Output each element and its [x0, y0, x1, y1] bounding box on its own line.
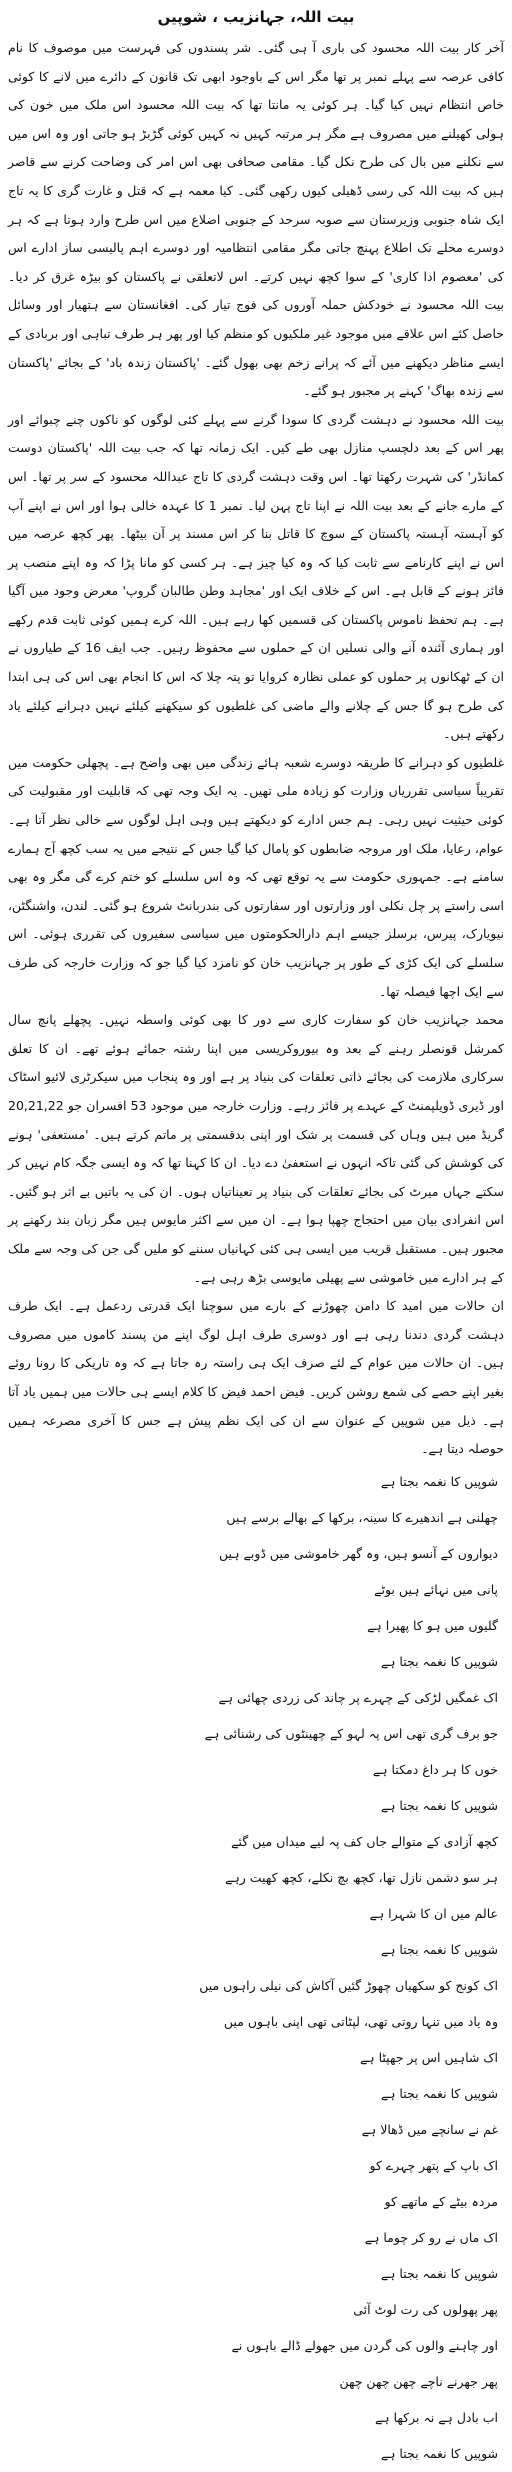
poem-line: اک ماں نے رو کر چوما ہے: [364, 2229, 498, 2245]
poem-line: شوپیں کا نغمہ بجتا ہے: [380, 2265, 498, 2281]
poem-line: خوں کا ہر داغ دمکتا ہے: [372, 1761, 498, 1777]
poem-line: اک کونج کو سکھیاں چھوڑ گئیں آکاش کی نیلی راہوں میں: [199, 1977, 498, 1993]
poem-line: دیواروں کے آنسو ہیں، وہ گھر خاموشی میں ڈوبے ہیں: [218, 1545, 498, 1561]
article-paragraph-2: بیت اللہ محسود نے دہشت گردی کا سودا گرنے سے پہلے کئی لوگوں کو ناکوں چنے چبوائے اور پھر اس کے بعد دلچسپ منازل بھی طے کیں۔ ایک زمانہ تھا کہ جب بیت اللہ 'پاکستان دوست کمانڈر' کی شہرت رکھتا تھا۔ اس وقت دہشت گردی کا تاج عبداللہ محسود کے سر پر تھا۔ اس کے مارے جانے کے بعد بیت اللہ نے اپنا تاج پہن لیا۔ نمبر 1 کا عہدہ خالی ہوا اور اس نے اپنے آپ کو آہستہ آہستہ پاکستان کے سوچ کا قاتل بنا کر اس مسند پر آن بیٹھا۔ پھر کچھ عرصہ میں اس نے اپنے کارنامے سے ثابت کیا کہ وہ کیا چیز ہے۔ ہر کسی کو مانا پڑا کہ وہ اپنے منصب پر فائز ہونے کے قابل ہے۔ اس کے خلاف ایک اور 'مجاہد وطن طالبان گروپ' معرض وجود میں آگیا ہے۔ ہم تحفظ ناموس پاکستان کی قسمیں کھا رہے ہیں۔ اللہ کرے ہمیں کوئی ثابت قدم رکھے اور ہماری آئندہ آنے والی نسلیں ان کے حملوں سے محفوظ رہیں۔ جب ایف 16 کے طیاروں نے ان کے ٹھکانوں پر حملوں کو عملی نظارہ کروایا تو پتہ چلا کہ اس کا انجام بھی اس کی ہی ابتدا کی طرح ہو گا جس کے چلانے والے ماضی کی غلطیوں کو سیکھنے کیلئے نہیں دہرانے کیلئے یاد رکھتے ہیں۔: [8, 411, 504, 742]
article-body: [8, 34, 504, 1464]
article-paragraph-1: آخر کار بیت اللہ محسود کی باری آ ہی گئی۔ شر پسندوں کی فہرست میں موصوف کا نام کافی عرصہ سے پہلے نمبر پر تھا مگر اس کے باوجود ابھی تک قانون کے دائرے میں لانے کا کوئی خاص انتظام نہیں کیا گیا۔ ہر کوئی یہ مانتا تھا کہ بیت اللہ محسود اس ملک میں خون کی ہولی کھیلنے میں مصروف ہے مگر ہر مرتبہ کہیں نہ کہیں کوئی گڑبڑ ہو جاتی اور وہ اس میں سے نکلنے میں بال کی طرح نکل گیا۔ مقامی صحافی بھی اس امر کی وضاحت کرنے سے قاصر ہیں کہ بیت اللہ کی رسی ڈھیلی کیوں رکھی گئی۔ کیا معمہ ہے کہ قتل و غارت گری کا یہ تاج ایک شاہ جنوبی وزیرستان سے صوبہ سرحد کے جنوبی اضلاع میں اس طرح وارد ہوتا ہے کہ ہر دوسرے محلے تک اطلاع پہنچ جاتی مگر مقامی انتظامیہ اور دوسرے اہم پالیسی ساز ادارے اس کی 'معصوم ادا کاری' کے سوا کچھ نہیں کرتے۔ اس لاتعلقی نے پاکستان کو بیڑہ غرق کر دیا۔ بیت اللہ محسود نے خودکش حملہ آوروں کی فوج تیار کی۔ افغانستان سے ہتھیار اور وسائل حاصل کئے اس علاقے میں موجود غیر ملکیوں کو منظم کیا اور پھر ہر طرف تباہی اور بربادی کے ایسے مناظر دیکھنے میں آئے کہ پرانے زخم بھی بھول گئے۔ 'پاکستان زندہ باد' کے بجائے 'پاکستان سے زندہ بھاگ' کہنے پر مجبور ہو گئے۔: [8, 40, 504, 399]
poem-line: جو برف گری تھی اس پہ لہو کے چھینٹوں کی رشنائی ہے: [204, 1725, 498, 1741]
poem-line: شوپیں کا نغمہ بجتا ہے: [380, 1797, 498, 1813]
article-headline: بیت اللہ، جہانزیب ، شوپیں: [157, 8, 355, 26]
poem-line: شوپیں کا نغمہ بجتا ہے: [380, 2085, 498, 2101]
poem-line: پانی میں نہائے ہیں بوٹے: [374, 1581, 498, 1597]
poem-line: کچھ آزادی کے متوالے جاں کف پہ لیے میداں میں گئے: [231, 1833, 498, 1849]
poem-line: شوپیں کا نغمہ بجتا ہے: [380, 1941, 498, 1957]
poem-line: وہ یاد میں تنہا روتی تھی، لپٹاتی تھی اپنی باہوں میں: [223, 2013, 498, 2029]
poem-line: ہر سو دشمن نازل تھا، کچھ بچ نکلے، کچھ کھیت رہے: [225, 1869, 498, 1885]
poem-line: اور چاہنے والوں کی گردن میں جھولے ڈالے باہوں نے: [231, 2337, 498, 2353]
poem-line: پھر پھولوں کی رت لوٹ آئی: [353, 2301, 498, 2317]
article-paragraph-5: ان حالات میں امید کا دامن چھوڑنے کے بارے میں سوچنا ایک قدرتی ردعمل ہے۔ ایک طرف دہشت گردی دندنا رہی ہے اور دوسری طرف اہل لوگ اپنے من پسند کاموں میں مصروف ہیں۔ ان حالات میں عوام کے لئے صرف ایک ہی راستہ رہ جاتا ہے کہ وہ تاریکی کا رونا روئے بغیر اپنے حصے کی شمع روشن کریں۔ فیض احمد فیض کا کلام ایسے ہی حالات میں ہمیں یاد آتا ہے۔ ذیل میں شوپیں کے عنوان سے ان کی ایک نظم پیش ہے جس کا آخری مصرعہ ہمیں حوصلہ دیتا ہے۔: [8, 1298, 504, 1457]
poem-line: اک غمگیں لڑکی کے چہرے پر چاند کی زردی چھائی ہے: [218, 1689, 498, 1705]
poem: [8, 1464, 504, 2472]
poem-line: چھلنی ہے اندھیرے کا سینہ، برکھا کے بھالے برسے ہیں: [226, 1509, 498, 1525]
poem-line: غم نے سانچے میں ڈھالا ہے: [361, 2121, 498, 2137]
poem-line: اب بادل ہے نہ برکھا ہے: [374, 2409, 498, 2425]
article-paragraph-3: غلطیوں کو دہرانے کا طریقہ دوسرے شعبہ ہائے زندگی میں بھی واضح ہے۔ پچھلی حکومت میں تقریباً سیاسی تقرریاں وزارت کو زیادہ ملی تھیں۔ یہ ایک وجہ تھی کہ قابلیت اور مقبولیت کی کوئی حیثیت نہیں رہی۔ ہم جس ادارے کو دیکھتے ہیں وہی اہل لوگوں سے خالی نظر آتا ہے۔ عوام، رعایا، ملک اور مروجہ ضابطوں کو پامال کیا گیا جس کے نتیجے میں یہ سب کچھ آج ہمارے سامنے ہے۔ جمہوری حکومت سے یہ توقع تھی کہ وہ اس سلسلے کو ختم کرے گی مگر وہ بھی اسی راستے پر چل نکلی اور وزارتوں اور سفارتوں کی بندربانٹ شروع ہو گئی۔ لندن، واشنگٹن، نیویارک، پیرس، برسلز جیسے اہم دارالحکومتوں میں سیاسی سفیروں کی تقرری ہوئی۔ اس سلسلے کی ایک کڑی کے طور پر جہانزیب خان کو نامزد کیا گیا جو کہ وزارت خارجہ کی طرف سے ایک اچھا فیصلہ تھا۔: [8, 754, 504, 999]
article-paragraph-4: محمد جہانزیب خان کو سفارت کاری سے دور کا بھی کوئی واسطہ نہیں۔ پچھلے پانچ سال کمرشل قونصلر رہنے کے بعد وہ بیوروکریسی میں اپنا رشتہ جمائے ہوئے تھے۔ ان کا تعلق سرکاری ملازمت کی بجائے ذاتی تعلقات کی بنیاد پر ہے اور وہ پنجاب میں سیکرٹری لائیو اسٹاک اور ڈیری ڈویلپمنٹ کے عہدے پر فائز رہے۔ وزارت خارجہ میں موجود 53 افسران جو 20,21,22 گریڈ میں ہیں وہاں کی قسمت پر شک اور اپنی بدقسمتی پر ماتم کرتے ہیں۔ 'مستعفی' ہونے کی کوشش کی گئی تاکہ انہوں نے استعفیٰ دے دیا۔ ان کا کہنا تھا کہ وہ ایسی جگہ کام نہیں کر سکتے جہاں میرٹ کی بجائے تعلقات کی بنیاد پر تعیناتیاں ہوں۔ ان کی یہ باتیں بے اثر ہو گئیں۔ اس انفرادی بیان میں احتجاج چھپا ہوا ہے۔ ان میں سے اکثر مایوس ہیں مگر زبان بند رکھنے پر مجبور ہیں۔ مستقبل قریب میں ایسی ہی کئی کہانیاں سننے کو ملیں گی جن کی وجہ سے ملک کے ہر ادارے میں خاموشی سے پھیلی مایوسی بڑھ رہی ہے۔: [8, 1012, 504, 1285]
poem-line: شوپیں کا نغمہ بجتا ہے: [380, 2445, 498, 2461]
poem-line: گلیوں میں ہو کا پھیرا ہے: [367, 1617, 498, 1633]
poem-line: مردہ بیٹے کے ماتھے کو: [384, 2193, 498, 2209]
poem-line: اک شاہیں اس پر جھپٹا ہے: [359, 2049, 498, 2065]
poem-line: پھر جھرنے ناچے چھن چھن چھن: [339, 2373, 498, 2389]
poem-line: شوپیں کا نغمہ بجتا ہے: [380, 1473, 498, 1489]
poem-line: عالم میں ان کا شہرا ہے: [369, 1905, 498, 1921]
poem-line: اک باپ کے پتھر چہرے کو: [369, 2157, 498, 2173]
poem-line: شوپیں کا نغمہ بجتا ہے: [380, 1653, 498, 1669]
